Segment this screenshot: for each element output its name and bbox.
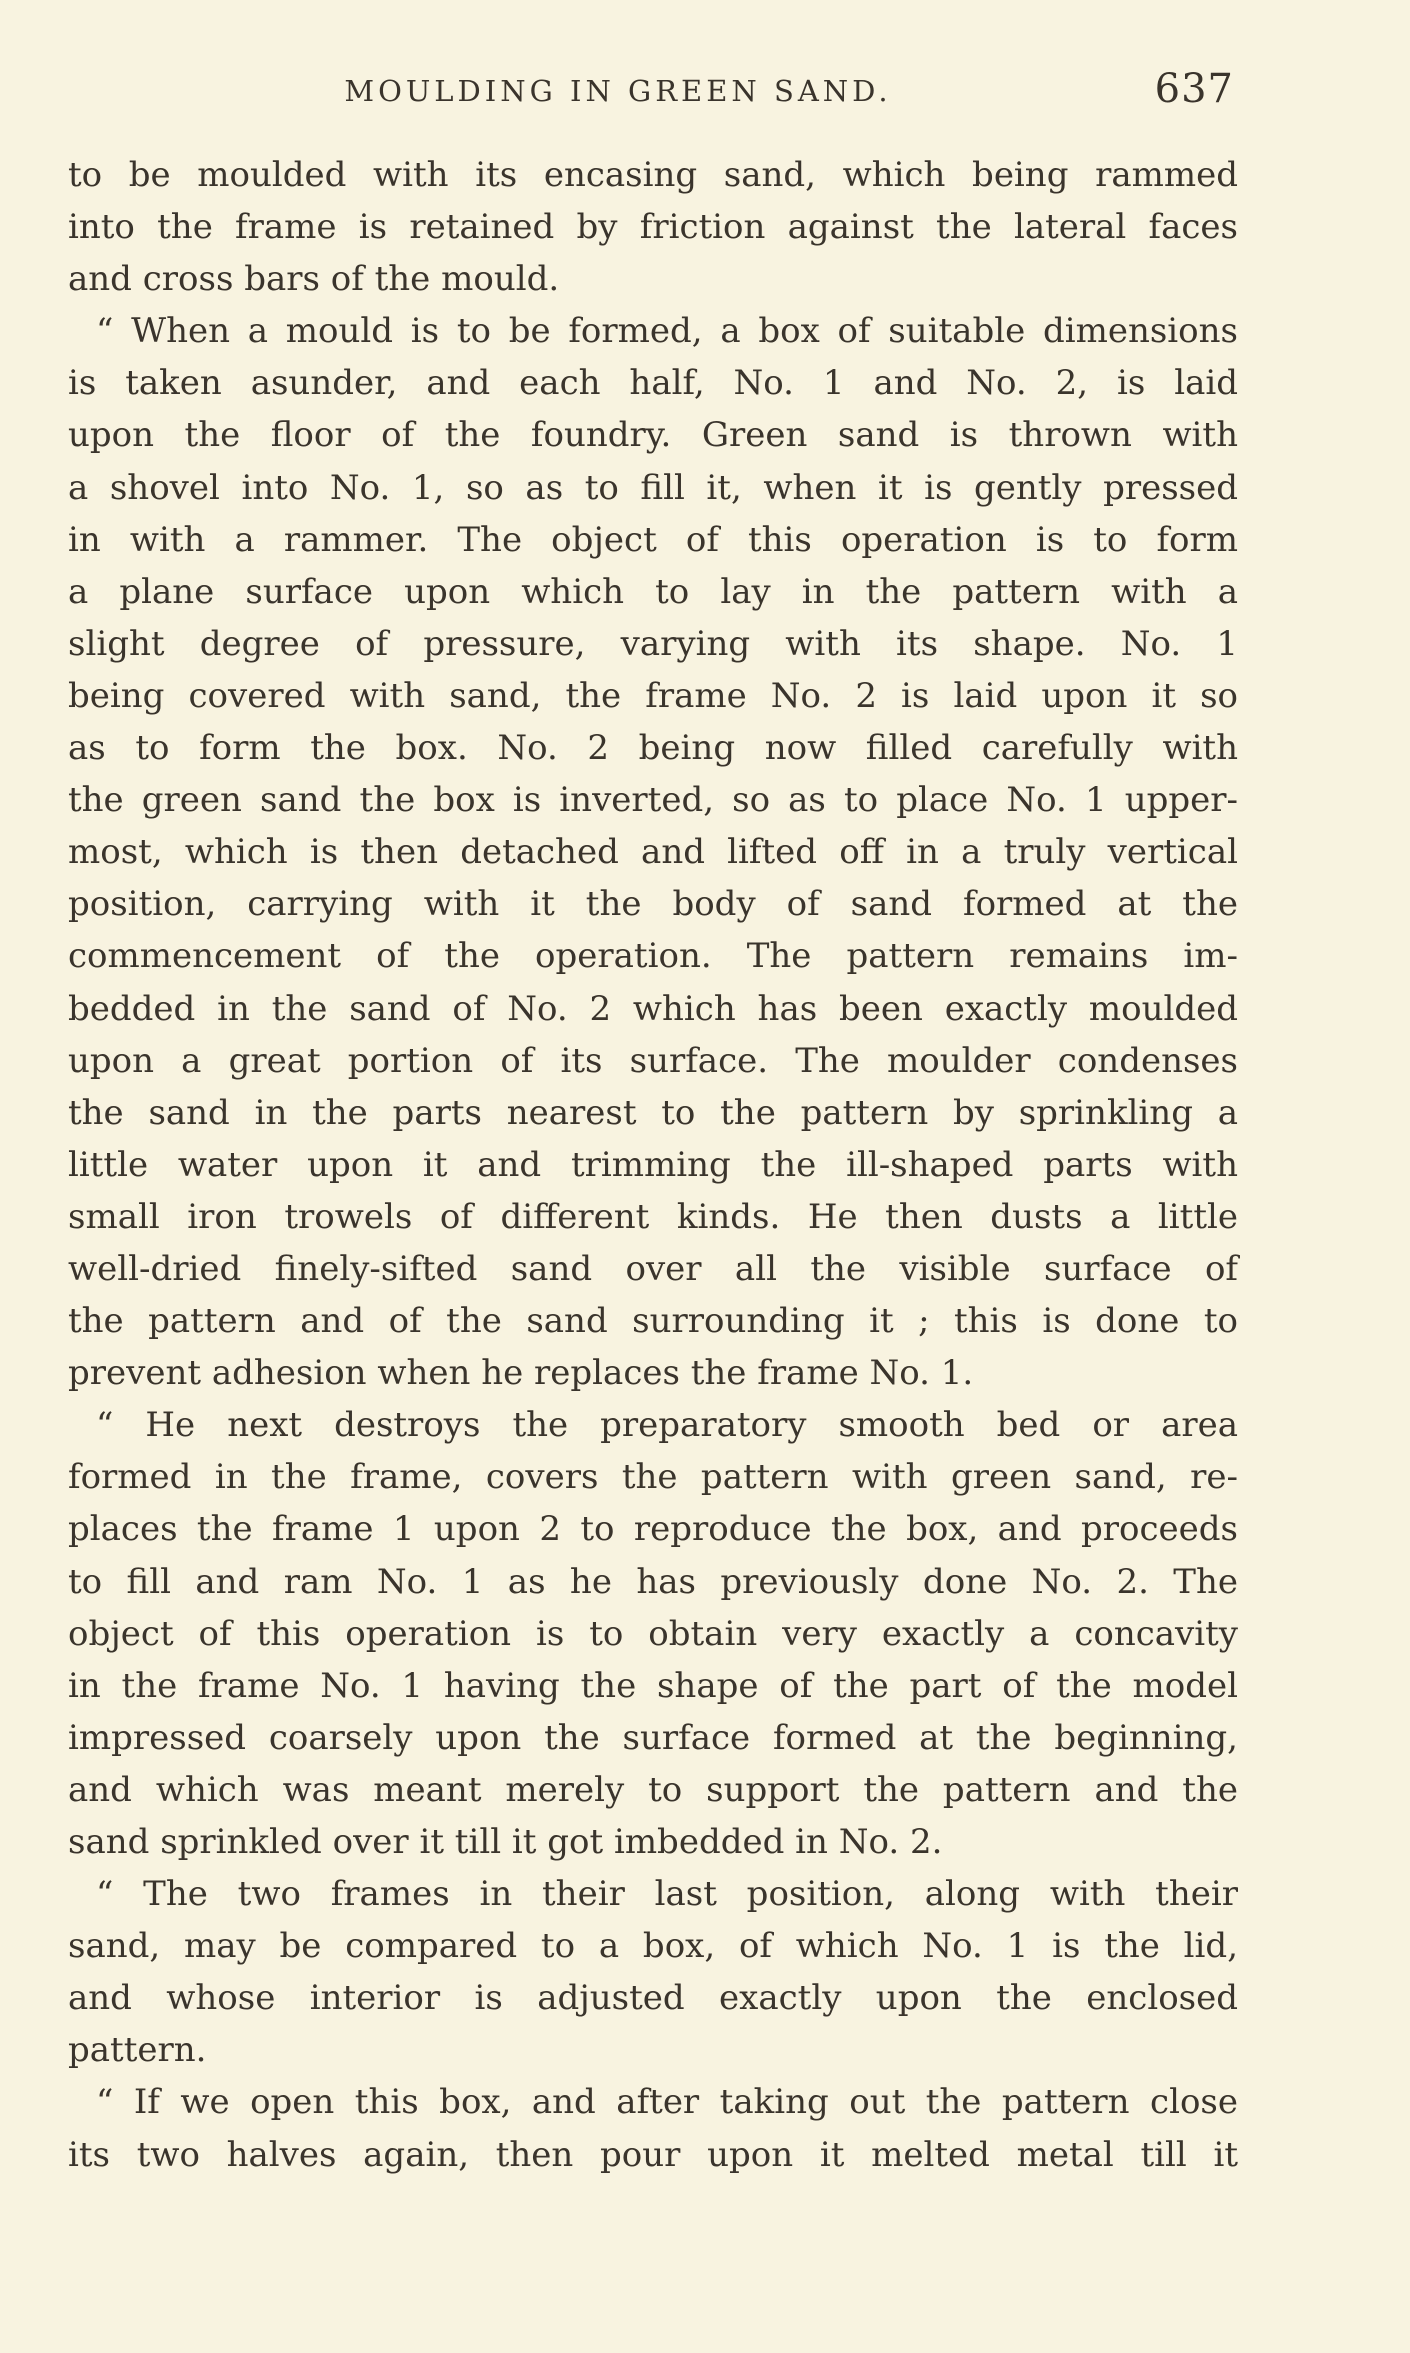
text-line: commencement of the operation. The pattern remains im- xyxy=(68,936,1238,977)
text-line: impressed coarsely upon the surface formed at the beginning, xyxy=(68,1717,1238,1758)
text-line: upon the floor of the foundry. Green sand is thrown with xyxy=(68,415,1238,456)
text-line: prevent adhesion when he replaces the frame No. 1. xyxy=(68,1353,974,1394)
text-line: as to form the box. No. 2 being now filled carefully with xyxy=(68,728,1238,769)
text-line: formed in the frame, covers the pattern with green sand, re- xyxy=(68,1457,1238,1498)
text-line: its two halves again, then pour upon it melted metal till it xyxy=(68,2134,1238,2175)
text-line: “ If we open this box, and after taking out the pattern close xyxy=(96,2082,1238,2123)
text-line: to be moulded with its encasing sand, which being rammed xyxy=(68,155,1238,195)
text-line: being covered with sand, the frame No. 2 is laid upon it so xyxy=(68,675,1238,716)
text-line: to fill and ram No. 1 as he has previously done No. 2. The xyxy=(68,1561,1238,1602)
running-title: MOULDING IN GREEN SAND. xyxy=(344,74,892,108)
text-line: in with a rammer. The object of this operation is to form xyxy=(68,519,1238,560)
text-line: the sand in the parts nearest to the pattern by sprinkling a xyxy=(68,1092,1238,1133)
text-line: a shovel into No. 1, so as to fill it, when it is gently pressed xyxy=(68,467,1238,508)
text-line: and which was meant merely to support the pattern and the xyxy=(68,1769,1238,1810)
running-head xyxy=(68,66,1234,126)
text-line: position, carrying with it the body of sand formed at the xyxy=(68,884,1238,925)
text-line: the pattern and of the sand surrounding it ; this is done to xyxy=(68,1301,1238,1342)
text-line: is taken asunder, and each half, No. 1 and No. 2, is laid xyxy=(68,363,1238,404)
text-line: sand sprinkled over it till it got imbedded in No. 2. xyxy=(68,1822,943,1862)
body-text xyxy=(68,149,1238,2181)
text-line: a plane surface upon which to lay in the pattern with a xyxy=(68,571,1238,612)
text-line: places the frame 1 upon 2 to reproduce the box, and proceeds xyxy=(68,1509,1238,1550)
text-line: sand, may be compared to a box, of which No. 1 is the lid, xyxy=(68,1926,1238,1967)
text-line: most, which is then detached and lifted off in a truly vertical xyxy=(68,832,1238,873)
text-line: “ He next destroys the preparatory smooth bed or area xyxy=(96,1405,1238,1446)
text-line: “ The two frames in their last position, along with their xyxy=(96,1874,1238,1915)
text-line: into the frame is retained by friction against the lateral faces xyxy=(68,207,1238,248)
text-line: slight degree of pressure, varying with its shape. No. 1 xyxy=(68,623,1238,664)
text-line: well-dried finely-sifted sand over all the visible surface of xyxy=(68,1248,1238,1289)
text-line: upon a great portion of its surface. The moulder condenses xyxy=(68,1040,1238,1081)
text-line: small iron trowels of different kinds. He then dusts a little xyxy=(68,1196,1238,1237)
text-line: in the frame No. 1 having the shape of the part of the model xyxy=(68,1665,1238,1706)
text-line: and whose interior is adjusted exactly upon the enclosed xyxy=(68,1978,1238,2019)
text-line: “ When a mould is to be formed, a box of suitable dimensions xyxy=(96,311,1238,352)
text-line: little water upon it and trimming the ill-shaped parts with xyxy=(68,1144,1238,1185)
text-line: the green sand the box is inverted, so as to place No. 1 upper- xyxy=(68,780,1238,821)
text-line: pattern. xyxy=(68,2030,207,2071)
text-line: object of this operation is to obtain very exactly a concavity xyxy=(68,1613,1238,1654)
text-line: bedded in the sand of No. 2 which has been exactly moulded xyxy=(68,988,1238,1029)
page-number: 637 xyxy=(1154,66,1234,112)
text-line: and cross bars of the mould. xyxy=(68,259,560,300)
